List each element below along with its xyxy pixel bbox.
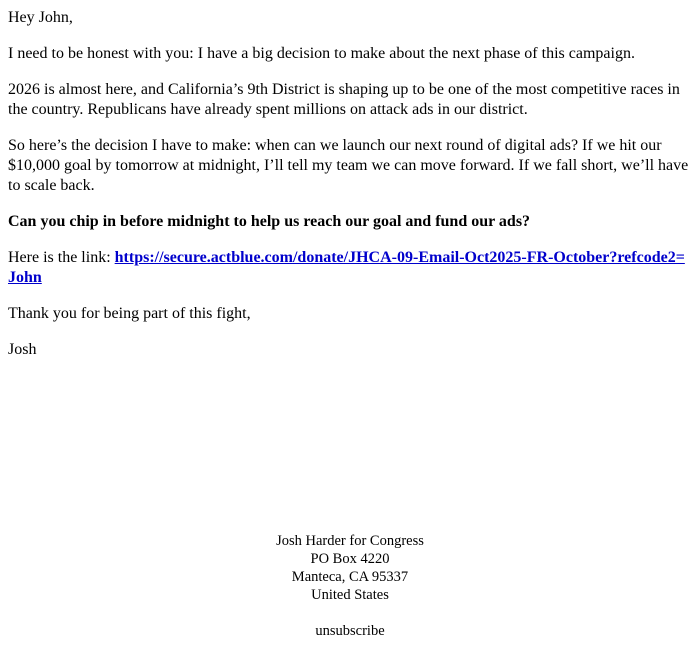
footer-address-line2: Manteca, CA 95337: [291, 569, 409, 585]
donation-ask: Can you chip in before midnight to help us reach our goal and fund our ads?: [8, 213, 531, 230]
footer-address-line1: PO Box 4220: [310, 551, 390, 567]
footer: [0, 532, 700, 640]
closing: Thank you for being part of this fight,: [8, 305, 251, 322]
paragraph-district: 2026 is almost here, and California’s 9th District is shaping up to be one of the most competitive races in the country. Republicans have already spent millions on attack ads in our district.: [8, 81, 680, 118]
signature: Josh: [8, 341, 37, 358]
donate-link[interactable]: https://secure.actblue.com/donate/JHCA-09-Email-Oct2025-FR-October?refcode2=John: [8, 249, 685, 286]
email-body: [8, 8, 692, 376]
link-paragraph: [8, 248, 692, 288]
greeting: Hey John,: [8, 9, 73, 26]
link-prefix: Here is the link:: [8, 249, 115, 266]
paragraph-goal: So here’s the decision I have to make: when can we launch our next round of digital ads? If we hit our $10,000 goal by tomorrow at midnight, I’ll tell my team we can move forward. If we fall short, we’ll have to scale back.: [8, 137, 689, 194]
footer-org: Josh Harder for Congress: [276, 533, 424, 549]
paragraph-decision: I need to be honest with you: I have a big decision to make about the next phase of this campaign.: [8, 45, 635, 62]
footer-country: United States: [311, 587, 389, 603]
unsubscribe-link[interactable]: unsubscribe: [315, 623, 385, 639]
